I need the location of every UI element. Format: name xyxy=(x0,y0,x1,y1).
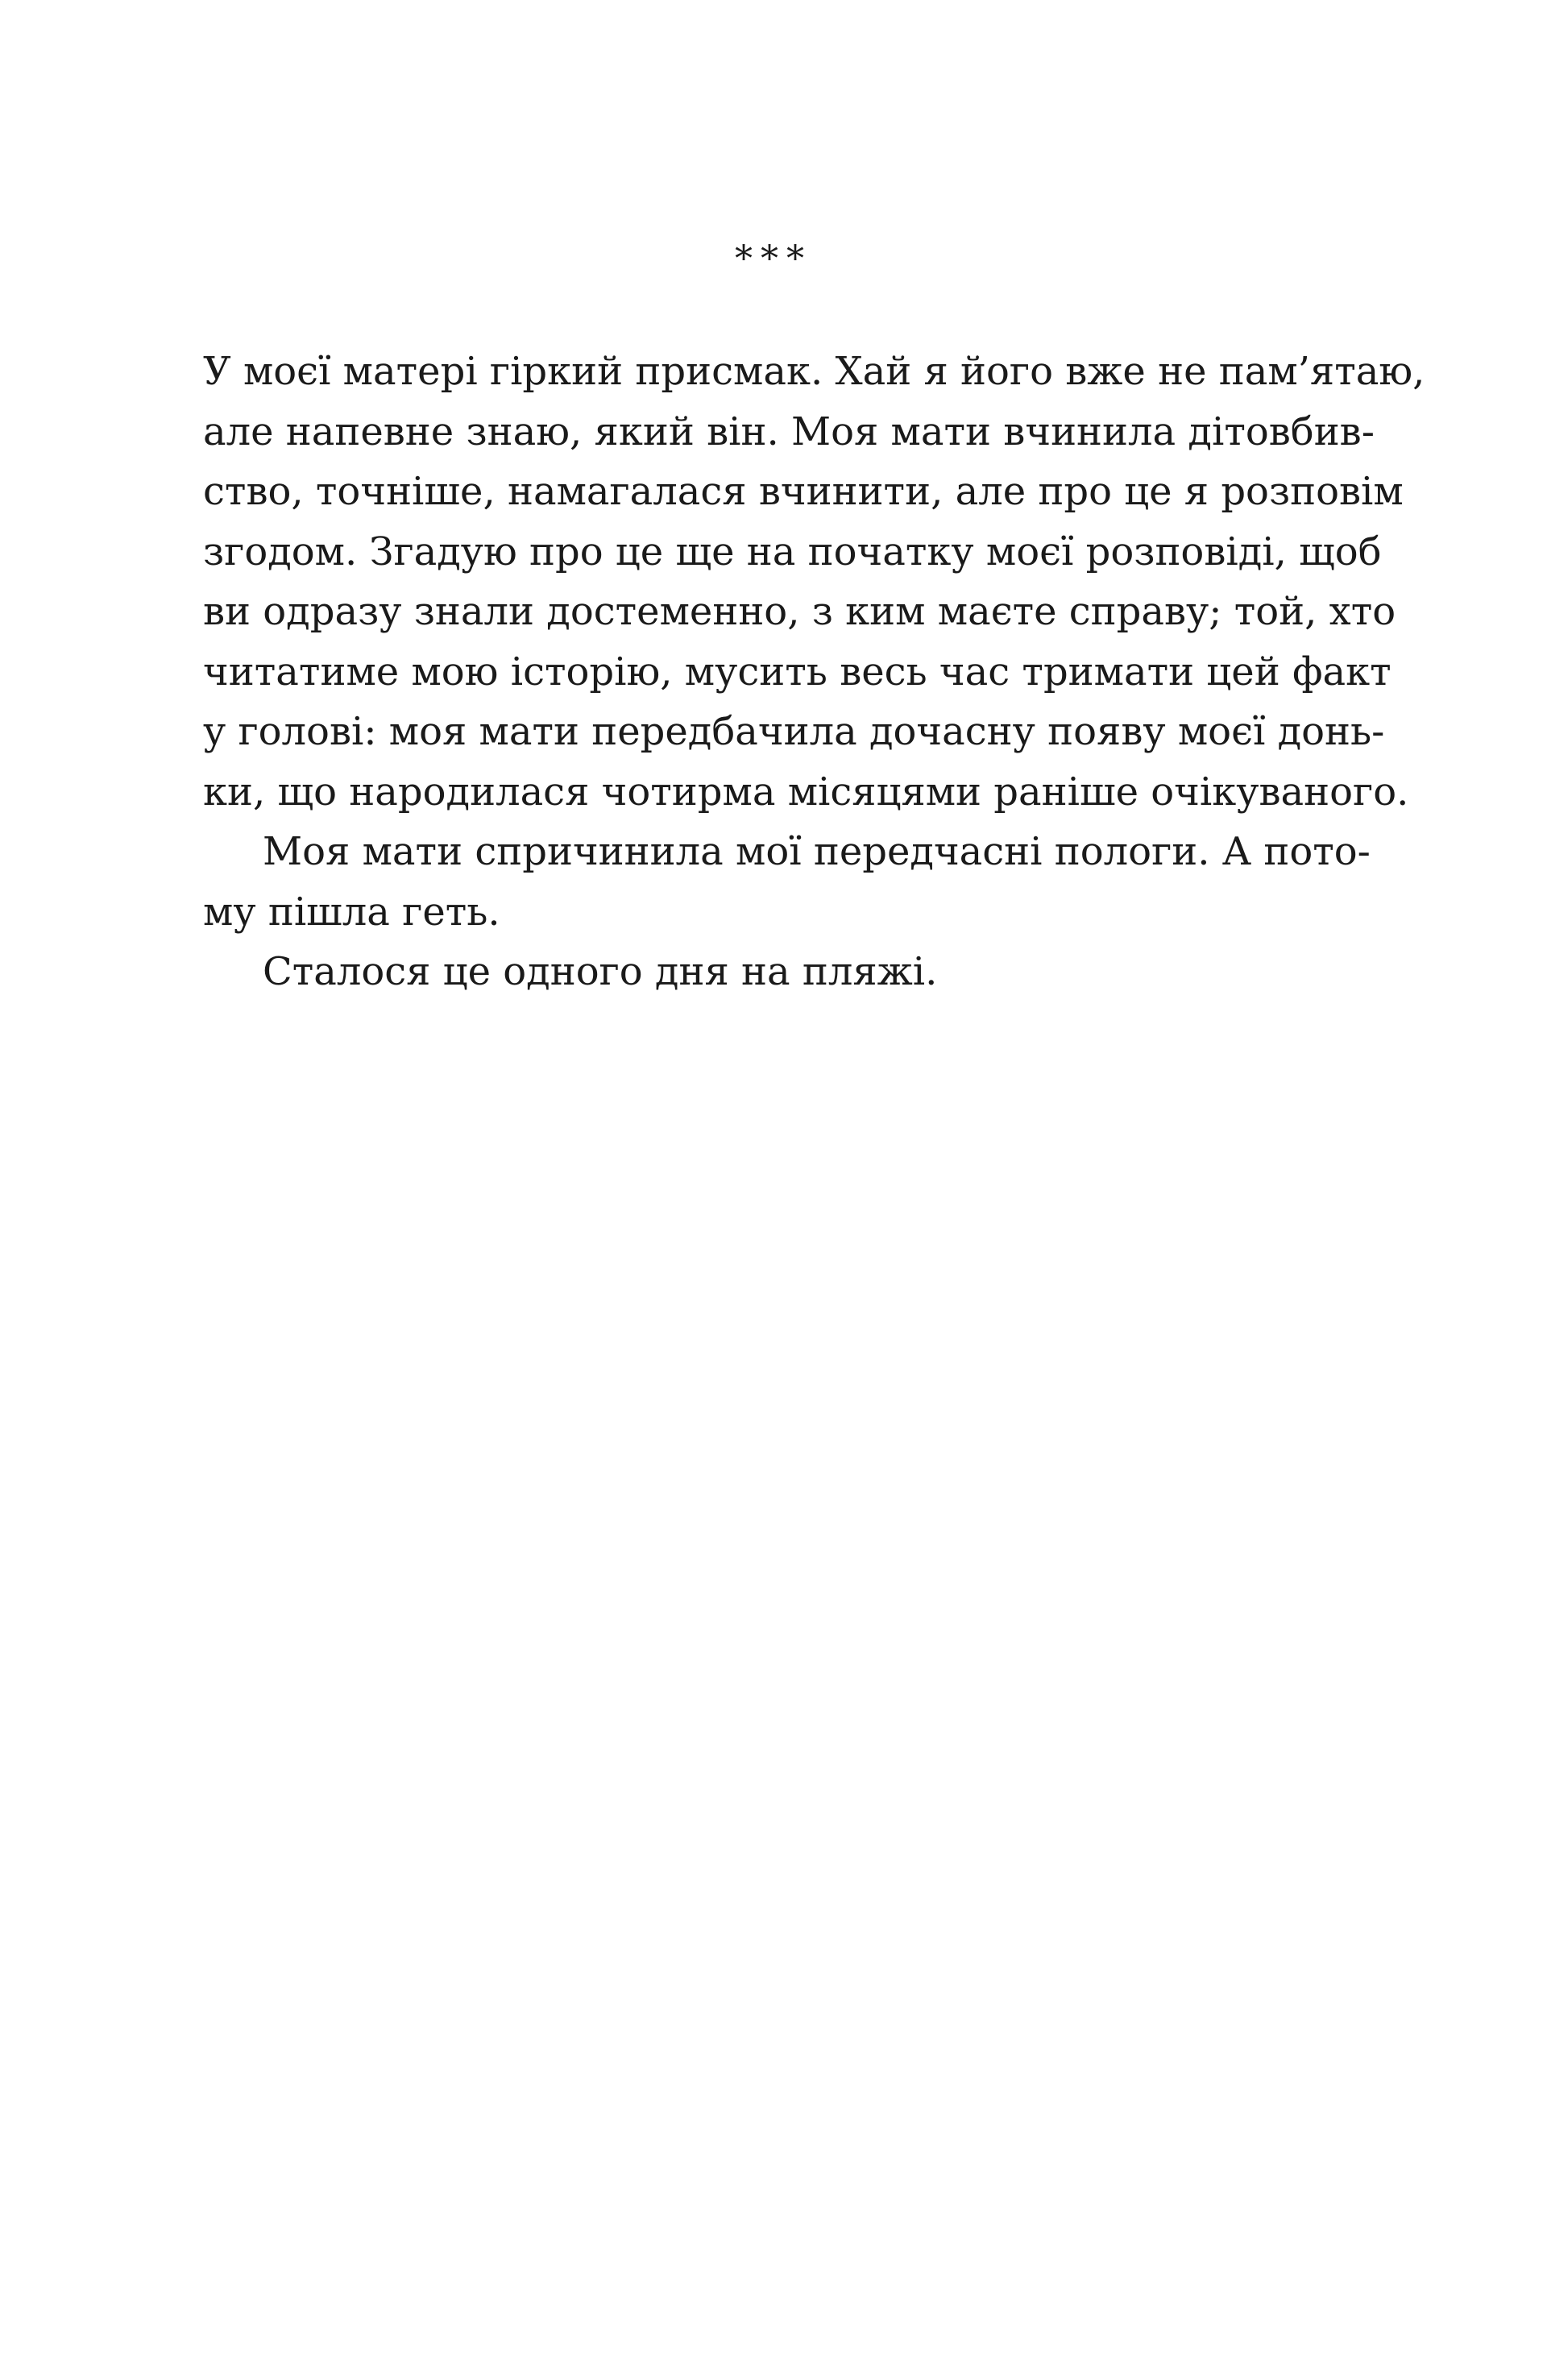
paragraph xyxy=(203,822,1371,942)
text-line: у голові: моя мати передбачила дочасну появу моєї донь- xyxy=(203,709,1385,754)
text-line: му пішла геть. xyxy=(203,889,500,935)
paragraph xyxy=(203,342,1425,822)
text-line: Моя мати спричинила мої передчасні пологи. А пото- xyxy=(263,829,1371,874)
text-line: Сталося це одного дня на пляжі. xyxy=(263,949,938,994)
section-separator: *** xyxy=(735,238,812,280)
text-line: ки, що народилася чотирма місяцями раніше очікуваного. xyxy=(203,769,1409,815)
text-line: читатиме мою історію, мусить весь час тримати цей факт xyxy=(203,649,1391,695)
text-line: У моєї матері гіркий присмак. Хай я його вже не пам’ятаю, xyxy=(203,349,1425,394)
text-line: але напевне знаю, який він. Моя мати вчинила дітовбив- xyxy=(203,408,1375,454)
text-line: ви одразу знали достеменно, з ким маєте справу; той, хто xyxy=(203,589,1396,634)
body-text xyxy=(203,342,1425,1002)
paragraph xyxy=(203,942,1338,1002)
text-line: згодом. Згадую про це ще на початку моєї розповіді, щоб xyxy=(203,529,1382,574)
text-line: ство, точніше, намагалася вчинити, але про це я розповім xyxy=(203,469,1404,514)
